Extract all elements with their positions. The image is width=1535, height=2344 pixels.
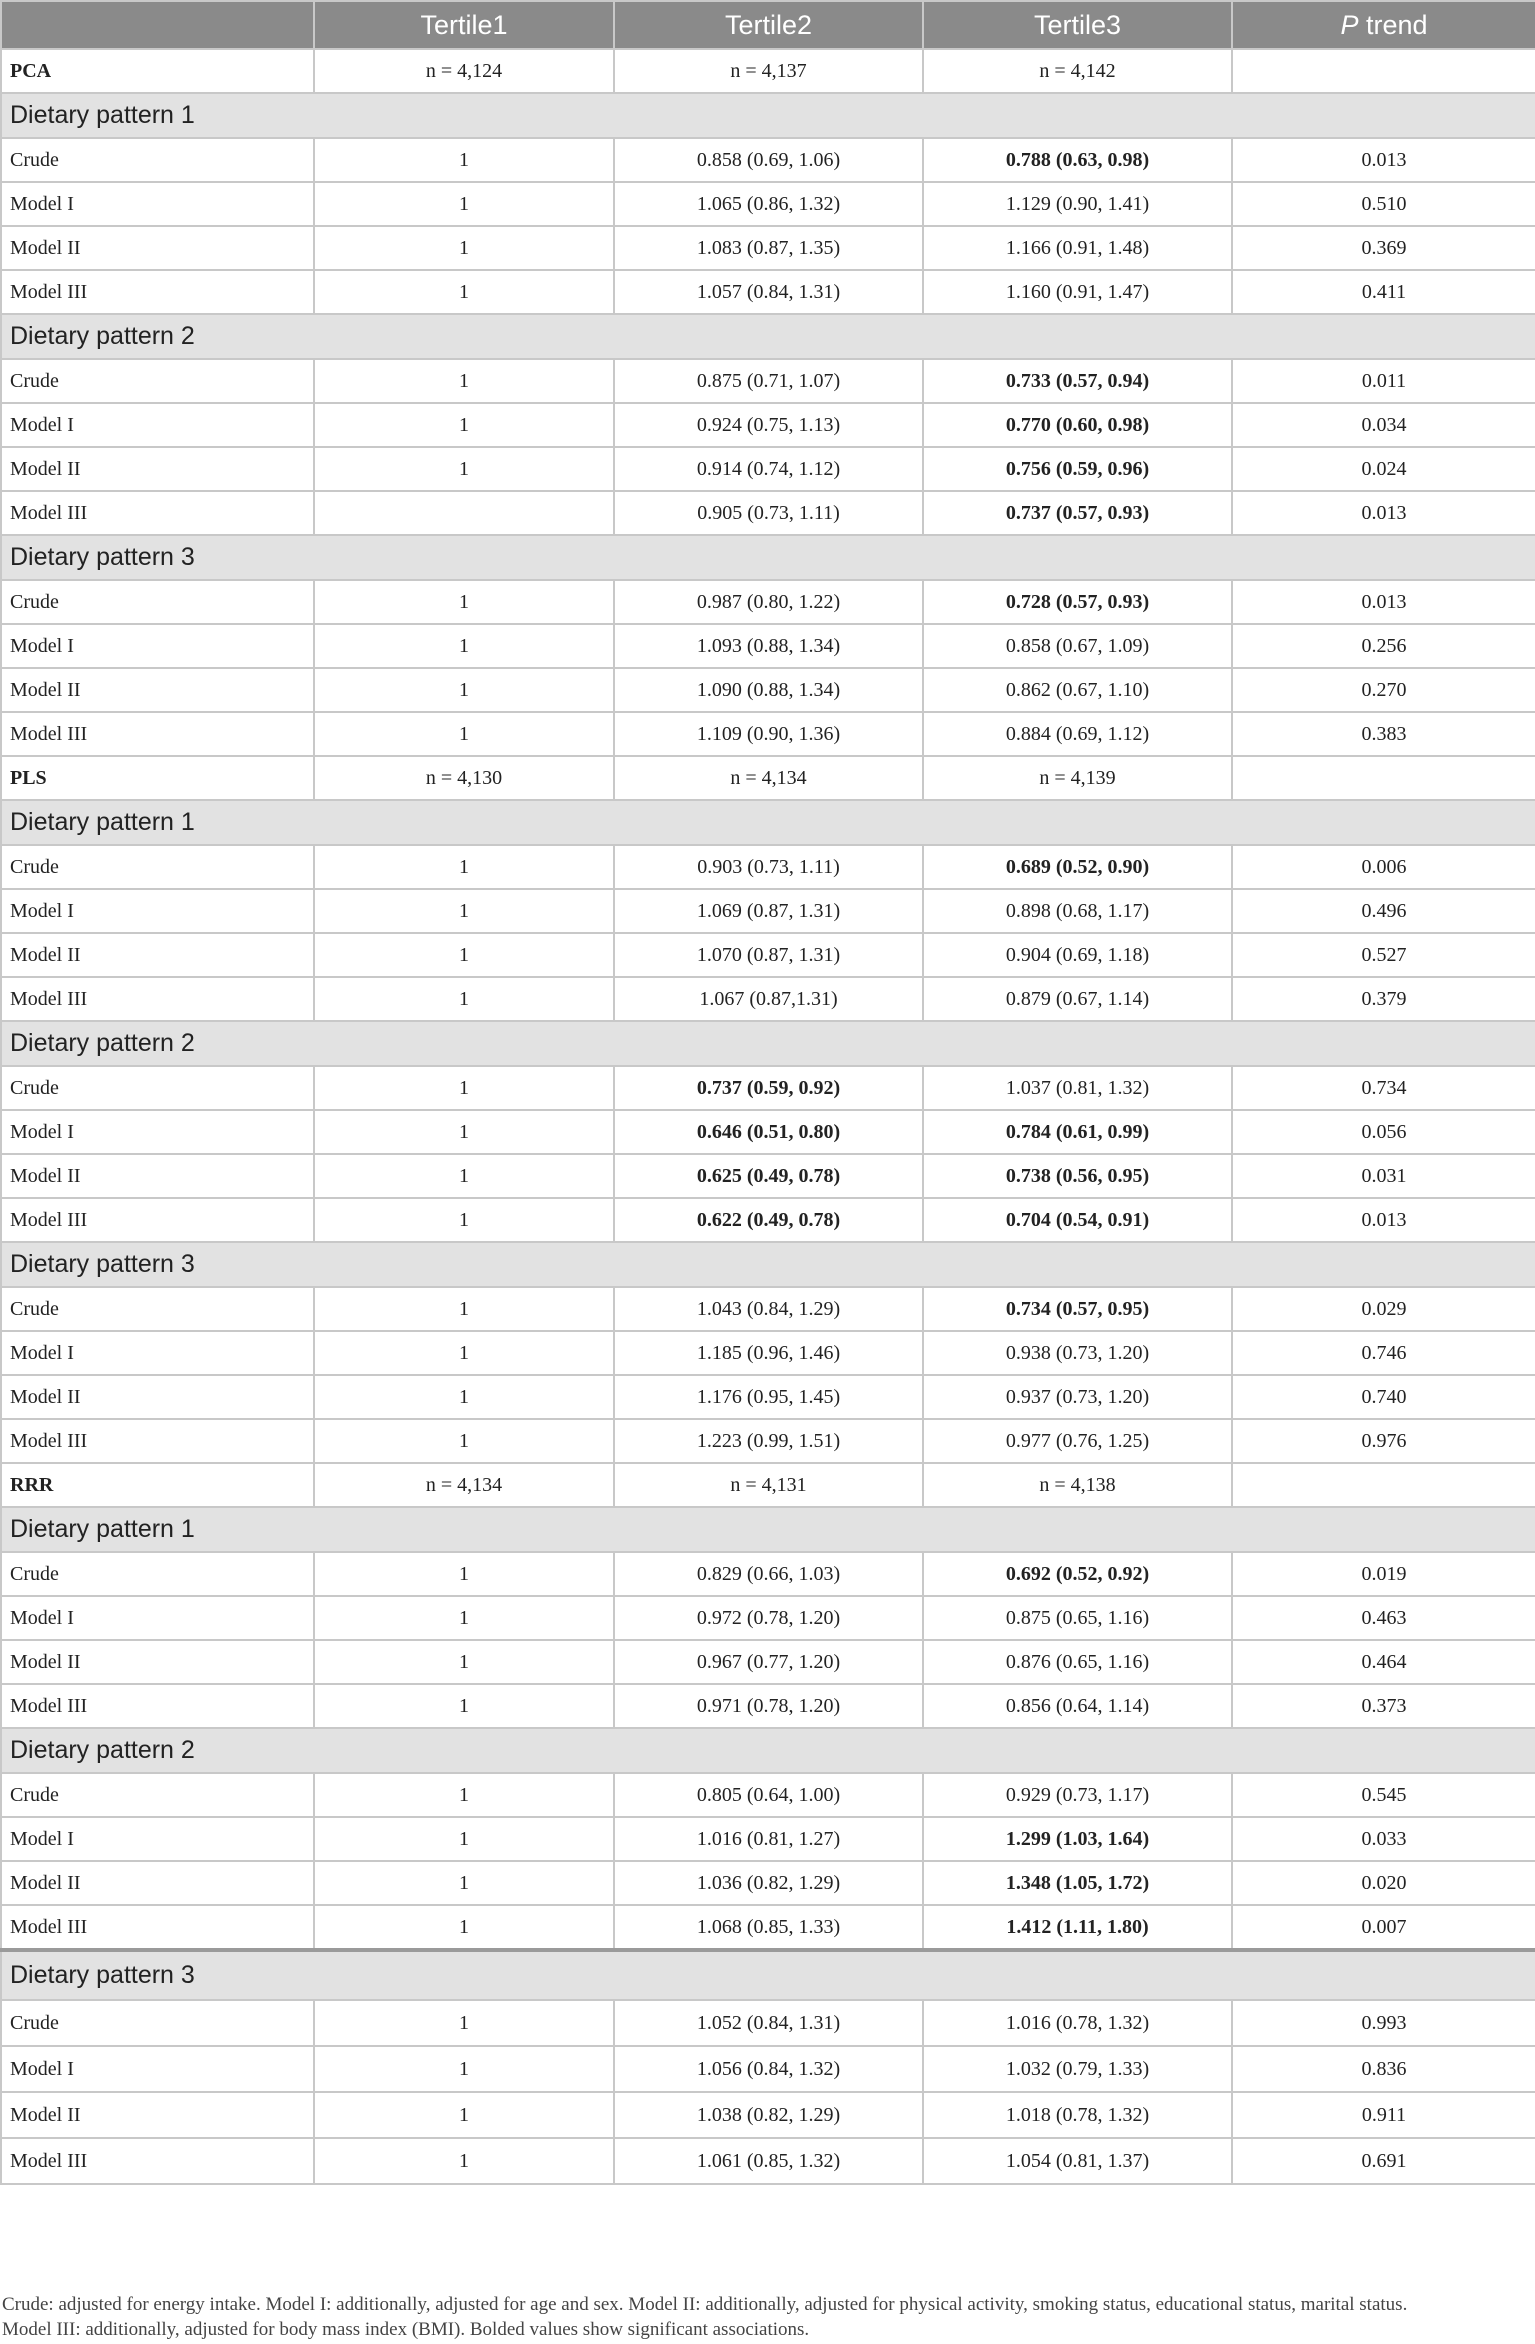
p-trend-value: 0.545 <box>1232 1773 1535 1817</box>
table-row <box>1 1331 1535 1375</box>
tertile3-value: 0.875 (0.65, 1.16) <box>923 1596 1232 1640</box>
row-label: Model I <box>1 889 314 933</box>
tertile3-value: 0.856 (0.64, 1.14) <box>923 1684 1232 1728</box>
p-trend-value: 0.373 <box>1232 1684 1535 1728</box>
tertile1-value: 1 <box>314 1596 614 1640</box>
tertile2-value: 1.068 (0.85, 1.33) <box>614 1905 923 1950</box>
table-row <box>1 138 1535 182</box>
table-row <box>1 1375 1535 1419</box>
tertile1-value: 1 <box>314 1817 614 1861</box>
row-label: Model II <box>1 668 314 712</box>
pattern-title: Dietary pattern 2 <box>1 1021 1535 1066</box>
row-label: Model III <box>1 1198 314 1242</box>
tertile3-value: 0.898 (0.68, 1.17) <box>923 889 1232 933</box>
row-label: Model II <box>1 1154 314 1198</box>
tertile2-value: 1.093 (0.88, 1.34) <box>614 624 923 668</box>
table-row <box>1 933 1535 977</box>
tertile2-value: 0.737 (0.59, 0.92) <box>614 1066 923 1110</box>
tertile2-value: 1.070 (0.87, 1.31) <box>614 933 923 977</box>
row-label: Model III <box>1 1905 314 1950</box>
tertile2-value: 1.185 (0.96, 1.46) <box>614 1331 923 1375</box>
tertile2-value: 1.061 (0.85, 1.32) <box>614 2138 923 2184</box>
pattern-title: Dietary pattern 3 <box>1 1950 1535 2000</box>
tertile1-value: 1 <box>314 1066 614 1110</box>
tertile3-value: 0.704 (0.54, 0.91) <box>923 1198 1232 1242</box>
p-trend-value: 0.020 <box>1232 1861 1535 1905</box>
tertile3-value: 0.858 (0.67, 1.09) <box>923 624 1232 668</box>
pattern-row <box>1 1242 1535 1287</box>
method-n-tertile3: n = 4,142 <box>923 49 1232 93</box>
row-label: Model II <box>1 1375 314 1419</box>
tertile3-value: 0.904 (0.69, 1.18) <box>923 933 1232 977</box>
tertile3-value: 0.884 (0.69, 1.12) <box>923 712 1232 756</box>
header-p-trend <box>1232 1 1535 49</box>
tertile3-value: 1.054 (0.81, 1.37) <box>923 2138 1232 2184</box>
table-row <box>1 2000 1535 2046</box>
p-trend-value: 0.034 <box>1232 403 1535 447</box>
method-n-tertile1: n = 4,134 <box>314 1463 614 1507</box>
row-label: Model I <box>1 1596 314 1640</box>
tertile3-value: 0.879 (0.67, 1.14) <box>923 977 1232 1021</box>
pattern-row <box>1 1507 1535 1552</box>
table-row <box>1 270 1535 314</box>
tertile1-value: 1 <box>314 1861 614 1905</box>
tertile2-value: 0.971 (0.78, 1.20) <box>614 1684 923 1728</box>
tertile2-value: 1.069 (0.87, 1.31) <box>614 889 923 933</box>
pattern-row <box>1 93 1535 138</box>
p-trend-value: 0.746 <box>1232 1331 1535 1375</box>
table-row <box>1 359 1535 403</box>
row-label: Model II <box>1 933 314 977</box>
tertile1-value: 1 <box>314 1419 614 1463</box>
p-trend-value: 0.463 <box>1232 1596 1535 1640</box>
table-row <box>1 624 1535 668</box>
tertile2-value: 1.057 (0.84, 1.31) <box>614 270 923 314</box>
tertile3-value: 1.016 (0.78, 1.32) <box>923 2000 1232 2046</box>
method-label: PLS <box>1 756 314 800</box>
method-n-tertile1: n = 4,124 <box>314 49 614 93</box>
header-tertile1: Tertile1 <box>314 1 614 49</box>
tertile2-value: 1.083 (0.87, 1.35) <box>614 226 923 270</box>
row-label: Model I <box>1 624 314 668</box>
method-n-tertile2: n = 4,131 <box>614 1463 923 1507</box>
p-trend-value: 0.510 <box>1232 182 1535 226</box>
tertile3-value: 0.784 (0.61, 0.99) <box>923 1110 1232 1154</box>
tertile3-value: 0.738 (0.56, 0.95) <box>923 1154 1232 1198</box>
tertile1-value: 1 <box>314 845 614 889</box>
tertile1-value: 1 <box>314 1552 614 1596</box>
method-row <box>1 1463 1535 1507</box>
table-row <box>1 1419 1535 1463</box>
tertile1-value: 1 <box>314 226 614 270</box>
tertile1-value: 1 <box>314 933 614 977</box>
pattern-title: Dietary pattern 1 <box>1 1507 1535 1552</box>
table-row <box>1 977 1535 1021</box>
p-trend-value: 0.007 <box>1232 1905 1535 1950</box>
pattern-row <box>1 314 1535 359</box>
p-trend-value: 0.013 <box>1232 491 1535 535</box>
table-row <box>1 1198 1535 1242</box>
table-row <box>1 1552 1535 1596</box>
pattern-title: Dietary pattern 1 <box>1 800 1535 845</box>
tertile1-value: 1 <box>314 2046 614 2092</box>
p-trend-value: 0.411 <box>1232 270 1535 314</box>
tertile2-value: 0.625 (0.49, 0.78) <box>614 1154 923 1198</box>
table-row <box>1 491 1535 535</box>
table-row <box>1 1640 1535 1684</box>
tertile1-value: 1 <box>314 889 614 933</box>
p-trend-value: 0.013 <box>1232 1198 1535 1242</box>
tertile1-value: 1 <box>314 447 614 491</box>
pattern-row <box>1 535 1535 580</box>
p-trend-value: 0.033 <box>1232 1817 1535 1861</box>
p-trend-value: 0.464 <box>1232 1640 1535 1684</box>
table-row <box>1 1154 1535 1198</box>
tertile3-value: 0.756 (0.59, 0.96) <box>923 447 1232 491</box>
p-trend-value: 0.527 <box>1232 933 1535 977</box>
row-label: Model III <box>1 270 314 314</box>
row-label: Crude <box>1 845 314 889</box>
tertile2-value: 1.109 (0.90, 1.36) <box>614 712 923 756</box>
row-label: Model I <box>1 1817 314 1861</box>
tertile2-value: 0.858 (0.69, 1.06) <box>614 138 923 182</box>
tertile2-value: 1.223 (0.99, 1.51) <box>614 1419 923 1463</box>
tertile1-value: 1 <box>314 2138 614 2184</box>
tertile1-value: 1 <box>314 712 614 756</box>
row-label: Crude <box>1 1773 314 1817</box>
tertile1-value: 1 <box>314 403 614 447</box>
header-row <box>1 1 1535 49</box>
tertile1-value: 1 <box>314 977 614 1021</box>
pattern-title: Dietary pattern 2 <box>1 1728 1535 1773</box>
tertile2-value: 0.972 (0.78, 1.20) <box>614 1596 923 1640</box>
table-row <box>1 845 1535 889</box>
method-p-empty <box>1232 49 1535 93</box>
tertile3-value: 1.129 (0.90, 1.41) <box>923 182 1232 226</box>
table-row <box>1 1110 1535 1154</box>
tertile3-value: 1.412 (1.11, 1.80) <box>923 1905 1232 1950</box>
header-tertile2: Tertile2 <box>614 1 923 49</box>
tertile1-value: 1 <box>314 182 614 226</box>
pattern-row <box>1 1950 1535 2000</box>
method-label: PCA <box>1 49 314 93</box>
row-label: Model II <box>1 1640 314 1684</box>
tertile3-value: 1.032 (0.79, 1.33) <box>923 2046 1232 2092</box>
tertile3-value: 1.160 (0.91, 1.47) <box>923 270 1232 314</box>
tertile3-value: 0.733 (0.57, 0.94) <box>923 359 1232 403</box>
row-label: Model III <box>1 2138 314 2184</box>
tertile1-value: 1 <box>314 1684 614 1728</box>
pattern-row <box>1 800 1535 845</box>
header-trend-word: trend <box>1358 9 1428 40</box>
pattern-title: Dietary pattern 3 <box>1 535 1535 580</box>
tertile1-value: 1 <box>314 1905 614 1950</box>
tertile3-value: 0.876 (0.65, 1.16) <box>923 1640 1232 1684</box>
method-label: RRR <box>1 1463 314 1507</box>
tertile2-value: 0.905 (0.73, 1.11) <box>614 491 923 535</box>
tertile3-value: 0.938 (0.73, 1.20) <box>923 1331 1232 1375</box>
row-label: Model II <box>1 1861 314 1905</box>
tertile1-value: 1 <box>314 1331 614 1375</box>
p-trend-value: 0.976 <box>1232 1419 1535 1463</box>
tertile2-value: 0.967 (0.77, 1.20) <box>614 1640 923 1684</box>
row-label: Model I <box>1 1331 314 1375</box>
method-n-tertile2: n = 4,137 <box>614 49 923 93</box>
p-trend-value: 0.056 <box>1232 1110 1535 1154</box>
tertile1-value: 1 <box>314 1287 614 1331</box>
table-row <box>1 1905 1535 1950</box>
pattern-row <box>1 1021 1535 1066</box>
tertile2-value: 0.829 (0.66, 1.03) <box>614 1552 923 1596</box>
p-trend-value: 0.031 <box>1232 1154 1535 1198</box>
tertile3-value: 0.689 (0.52, 0.90) <box>923 845 1232 889</box>
row-label: Model I <box>1 403 314 447</box>
tertile1-value: 1 <box>314 1110 614 1154</box>
tertile1-value: 1 <box>314 1375 614 1419</box>
row-label: Model III <box>1 1684 314 1728</box>
method-p-empty <box>1232 1463 1535 1507</box>
p-trend-value: 0.691 <box>1232 2138 1535 2184</box>
tertile3-value: 0.977 (0.76, 1.25) <box>923 1419 1232 1463</box>
tertile1-value: 1 <box>314 1773 614 1817</box>
p-trend-value: 0.496 <box>1232 889 1535 933</box>
pattern-title: Dietary pattern 2 <box>1 314 1535 359</box>
p-trend-value: 0.256 <box>1232 624 1535 668</box>
p-trend-value: 0.270 <box>1232 668 1535 712</box>
table-row <box>1 580 1535 624</box>
tertile2-value: 1.038 (0.82, 1.29) <box>614 2092 923 2138</box>
method-n-tertile2: n = 4,134 <box>614 756 923 800</box>
row-label: Crude <box>1 1287 314 1331</box>
table-row <box>1 2138 1535 2184</box>
tertile1-value: 1 <box>314 270 614 314</box>
pattern-row <box>1 1728 1535 1773</box>
table-row <box>1 1684 1535 1728</box>
tertile3-value: 0.770 (0.60, 0.98) <box>923 403 1232 447</box>
tertile3-value: 0.728 (0.57, 0.93) <box>923 580 1232 624</box>
p-trend-value: 0.013 <box>1232 138 1535 182</box>
table-row <box>1 226 1535 270</box>
p-trend-value: 0.011 <box>1232 359 1535 403</box>
p-trend-value: 0.379 <box>1232 977 1535 1021</box>
header-label-cell <box>1 1 314 49</box>
p-trend-value: 0.369 <box>1232 226 1535 270</box>
method-n-tertile3: n = 4,139 <box>923 756 1232 800</box>
tertile3-value: 0.929 (0.73, 1.17) <box>923 1773 1232 1817</box>
tertile2-value: 1.056 (0.84, 1.32) <box>614 2046 923 2092</box>
tertile2-value: 0.875 (0.71, 1.07) <box>614 359 923 403</box>
row-label: Crude <box>1 2000 314 2046</box>
method-n-tertile1: n = 4,130 <box>314 756 614 800</box>
pattern-title: Dietary pattern 1 <box>1 93 1535 138</box>
tertile2-value: 0.622 (0.49, 0.78) <box>614 1198 923 1242</box>
tertile3-value: 0.734 (0.57, 0.95) <box>923 1287 1232 1331</box>
tertile2-value: 0.924 (0.75, 1.13) <box>614 403 923 447</box>
p-trend-value: 0.013 <box>1232 580 1535 624</box>
p-trend-value: 0.740 <box>1232 1375 1535 1419</box>
tertile2-value: 0.914 (0.74, 1.12) <box>614 447 923 491</box>
row-label: Crude <box>1 1552 314 1596</box>
tertile1-value: 1 <box>314 2092 614 2138</box>
row-label: Model III <box>1 1419 314 1463</box>
p-trend-value: 0.006 <box>1232 845 1535 889</box>
tertile2-value: 1.176 (0.95, 1.45) <box>614 1375 923 1419</box>
p-trend-value: 0.836 <box>1232 2046 1535 2092</box>
tertile2-value: 0.987 (0.80, 1.22) <box>614 580 923 624</box>
footnote-line-2: Model III: additionally, adjusted for body mass index (BMI). Bolded values show significant associations. <box>2 2319 810 2340</box>
row-label: Crude <box>1 1066 314 1110</box>
table-row <box>1 889 1535 933</box>
tertile2-value: 1.036 (0.82, 1.29) <box>614 1861 923 1905</box>
table-row <box>1 1861 1535 1905</box>
method-row <box>1 49 1535 93</box>
table-row <box>1 2092 1535 2138</box>
row-label: Model III <box>1 491 314 535</box>
tertile2-value: 1.065 (0.86, 1.32) <box>614 182 923 226</box>
row-label: Crude <box>1 359 314 403</box>
table-row <box>1 1596 1535 1640</box>
p-trend-value: 0.024 <box>1232 447 1535 491</box>
tertile2-value: 1.016 (0.81, 1.27) <box>614 1817 923 1861</box>
p-trend-value: 0.911 <box>1232 2092 1535 2138</box>
row-label: Model III <box>1 977 314 1021</box>
row-label: Crude <box>1 580 314 624</box>
tertile3-value: 0.937 (0.73, 1.20) <box>923 1375 1232 1419</box>
tertile3-value: 1.166 (0.91, 1.48) <box>923 226 1232 270</box>
row-label: Model III <box>1 712 314 756</box>
p-trend-value: 0.993 <box>1232 2000 1535 2046</box>
tertile1-value: 1 <box>314 359 614 403</box>
p-trend-value: 0.019 <box>1232 1552 1535 1596</box>
row-label: Crude <box>1 138 314 182</box>
tertile1-value: 1 <box>314 1198 614 1242</box>
row-label: Model II <box>1 2092 314 2138</box>
table-row <box>1 1287 1535 1331</box>
table-row <box>1 1817 1535 1861</box>
tertile3-value: 0.737 (0.57, 0.93) <box>923 491 1232 535</box>
tertile3-value: 1.018 (0.78, 1.32) <box>923 2092 1232 2138</box>
row-label: Model II <box>1 226 314 270</box>
tertile3-value: 1.348 (1.05, 1.72) <box>923 1861 1232 1905</box>
tertile3-value: 1.037 (0.81, 1.32) <box>923 1066 1232 1110</box>
tertile3-value: 0.692 (0.52, 0.92) <box>923 1552 1232 1596</box>
tertile2-value: 1.090 (0.88, 1.34) <box>614 668 923 712</box>
tertile1-value: 1 <box>314 1154 614 1198</box>
tertile3-value: 1.299 (1.03, 1.64) <box>923 1817 1232 1861</box>
table-row <box>1 182 1535 226</box>
row-label: Model I <box>1 1110 314 1154</box>
method-row <box>1 756 1535 800</box>
tertile1-value: 1 <box>314 580 614 624</box>
row-label: Model I <box>1 182 314 226</box>
tertile1-value: 1 <box>314 138 614 182</box>
tertile1-value: 1 <box>314 1640 614 1684</box>
header-p-letter: P <box>1340 9 1359 40</box>
p-trend-value: 0.383 <box>1232 712 1535 756</box>
tertile2-value: 1.067 (0.87,1.31) <box>614 977 923 1021</box>
tertile2-value: 1.052 (0.84, 1.31) <box>614 2000 923 2046</box>
tertile1-value: 1 <box>314 668 614 712</box>
p-trend-value: 0.029 <box>1232 1287 1535 1331</box>
tertile3-value: 0.788 (0.63, 0.98) <box>923 138 1232 182</box>
row-label: Model I <box>1 2046 314 2092</box>
table-row <box>1 712 1535 756</box>
header-tertile3: Tertile3 <box>923 1 1232 49</box>
table-footnote <box>0 2292 1535 2342</box>
pattern-title: Dietary pattern 3 <box>1 1242 1535 1287</box>
footnote-line-1: Crude: adjusted for energy intake. Model I: additionally, adjusted for age and sex. Model II: additionally, adjusted for physical activity, smoking status, educational status, marital status. <box>2 2294 1408 2315</box>
table-row <box>1 447 1535 491</box>
tertile1-value <box>314 491 614 535</box>
tertile1-value: 1 <box>314 2000 614 2046</box>
row-label: Model II <box>1 447 314 491</box>
table-row <box>1 668 1535 712</box>
tertile3-value: 0.862 (0.67, 1.10) <box>923 668 1232 712</box>
tertile1-value: 1 <box>314 624 614 668</box>
tertile2-value: 1.043 (0.84, 1.29) <box>614 1287 923 1331</box>
table-row <box>1 1773 1535 1817</box>
method-p-empty <box>1232 756 1535 800</box>
tertile2-value: 0.903 (0.73, 1.11) <box>614 845 923 889</box>
tertile2-value: 0.646 (0.51, 0.80) <box>614 1110 923 1154</box>
p-trend-value: 0.734 <box>1232 1066 1535 1110</box>
tertile2-value: 0.805 (0.64, 1.00) <box>614 1773 923 1817</box>
table-row <box>1 1066 1535 1110</box>
method-n-tertile3: n = 4,138 <box>923 1463 1232 1507</box>
table-row <box>1 403 1535 447</box>
table-row <box>1 2046 1535 2092</box>
